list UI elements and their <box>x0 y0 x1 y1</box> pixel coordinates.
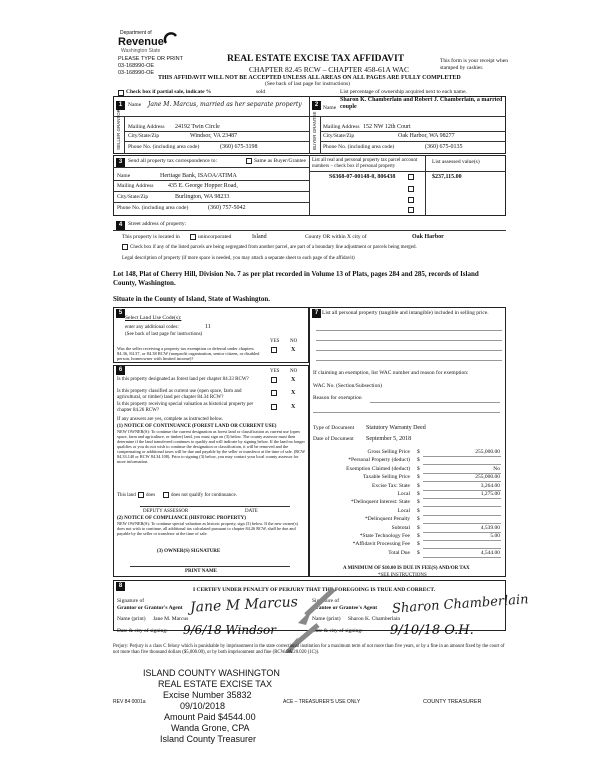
exemption-no-mark: X <box>291 347 296 353</box>
section-2-badge: 2 <box>312 101 321 110</box>
form-code-1: 03-168990-OE <box>118 63 155 69</box>
tax-row-underline <box>423 532 501 533</box>
tax-row-dollar: $ <box>417 507 420 514</box>
section-6-badge: 6 <box>116 366 125 375</box>
seller-mailing: 24192 Twin Circle <box>175 124 220 130</box>
corr-name-label: Name <box>117 173 131 179</box>
seller-name-print-label: Name (print) <box>117 616 146 622</box>
section-5-badge: 5 <box>116 309 125 318</box>
doc-type: Statutory Warranty Deed <box>366 425 426 431</box>
deputy-date-label: DATE <box>245 509 258 514</box>
tax-row-dollar: $ <box>417 533 420 539</box>
unincorporated-label: unincorporated <box>198 234 232 240</box>
forest-q1-no-mark: X <box>291 377 296 383</box>
form-title: REAL ESTATE EXCISE TAX AFFIDAVIT <box>227 54 405 64</box>
located-in-label: This property is located in <box>122 234 180 240</box>
tax-row-dollar: $ <box>417 457 420 464</box>
sold-label: sold <box>256 89 266 95</box>
segregated-label: Check box if any of the listed parcels are being segregated from another parcel, are part of a boundary line adjustment or parcels being merged. <box>130 245 417 250</box>
notice-1-title: (1) NOTICE OF CONTINUANCE (FOREST LAND OR CURRENT USE) <box>117 424 277 429</box>
seller-phone-label: Phone No. (including area code) <box>128 144 200 150</box>
see-instructions-note: *SEE INSTRUCTIONS <box>378 573 427 578</box>
tax-row-label: *Personal Property (deduct) <box>348 457 410 464</box>
tax-row-label: Gross Selling Price <box>367 449 410 455</box>
tax-row-dollar: $ <box>417 449 420 455</box>
notice-1-text: NEW OWNER(S): To continue the current designation as forest land or classification as current use (open space, farm and agriculture, or timber) land, you must sign on (3) below. The county assessor must then determine if the land transferred continues to qualify and will indicate by signing below. If the land no longer qualifies or you do not wish to continue the designation or classification, it will be removed and the compensating or additional taxes will be due and payable by the seller or transferor at the time of sale. (RCW 84.33.140 or RCW 84.34.108). Prior to signing (3) below, you may contact your local county assessor for more information. <box>117 429 305 464</box>
buyer-mailing-label: Mailing Address <box>323 124 360 130</box>
buyer-city-label: City/State/Zip <box>323 133 355 139</box>
does-not-label: does not qualify for continuance. <box>171 493 237 498</box>
tax-row-dollar: $ <box>417 482 420 489</box>
tax-row-value: 3,264.00 <box>480 482 500 489</box>
stamp-line-6: Wanda Grone, CPA <box>171 723 250 733</box>
tax-row-label: *Delinquent Interest: State <box>351 499 410 506</box>
buyer-name-print: Sharon K. Chamberlain <box>348 616 401 622</box>
seller-date-city: 9/6/18 Windsor <box>183 623 276 637</box>
tax-row-underline <box>423 557 501 558</box>
tax-row-dollar: $ <box>417 474 420 481</box>
tax-row-label: *Delinquent Penalty <box>364 516 410 523</box>
perjury-statement: Perjury: Perjury is a class C felony which is punishable by imprisonment in the state correctional institution for a maximum term of not more than five years, or by a fine in an amount fixed by the court of not more than five thousand dollars ($5,000.00), or by both imprisonment and fine (RCW 9A.20.020 (1C)). <box>113 644 505 655</box>
forest-q2-no-mark: X <box>291 390 296 396</box>
partial-sale-label: Check box if partial sale, indicate % <box>126 89 212 95</box>
receipt-note: This form is your receipt when stamped by cashier. <box>440 58 508 71</box>
exemption-question: Was the seller receiving a property tax exemption or deferral under chapters 84.36, 84.37, or 84.38 RCW (nonprofit organization, senior citizen, or disabled person, homeowner with limited income)? <box>117 346 260 362</box>
this-land-label: This land <box>117 493 136 498</box>
tax-row-label: Exemption Claimed (deduct) <box>346 465 410 472</box>
forest-q2-yes-checkbox[interactable] <box>271 390 277 396</box>
corr-city: Burlington, WA 98233 <box>175 194 230 200</box>
does-label: does <box>146 493 156 498</box>
parcel-number: S6368-07-00148-0, 806438 <box>329 174 396 180</box>
doc-date: September 5, 2018 <box>366 436 412 442</box>
land-use-yes-header: YES <box>270 339 280 344</box>
buyer-mailing: 152 NW 12th Court <box>363 124 411 130</box>
minimum-fee-note: A MINIMUM OF $10.00 IS DUE IN FEE(S) AND/OR TAX <box>343 566 470 571</box>
additional-codes-label: enter any additional codes: <box>125 325 179 330</box>
parcels-header-1: List all real and personal property tax parcel account <box>312 158 418 163</box>
wac-label: WAC No. (Section/Subsection) <box>313 383 382 389</box>
tax-row-value: 255,000.00 <box>475 474 500 481</box>
county-city-label: County OR within X city of <box>305 234 367 240</box>
stamp-line-5: Amount Paid $4544.00 <box>164 712 256 722</box>
personal-property-label: List all personal property (tangible and intangible) included in selling price. <box>322 310 489 316</box>
tax-row-dollar: $ <box>417 516 420 523</box>
land-use-label: Select Land Use Code(s): <box>125 315 182 321</box>
seller-name-label: Name <box>128 102 142 108</box>
tax-row-label: Local <box>397 507 410 514</box>
doc-date-label: Date of Document <box>313 436 354 442</box>
notice-2-text: NEW OWNER(S): To continue special valuation as historic property, sign (3) below. If the new owner(s) does not wish to continue, all additional tax calculated pursuant to chapter 84.26 RCW, shall be due and payable by the seller or transferor at the time of sale. <box>117 521 298 536</box>
tax-row-value: 4,539.00 <box>480 524 500 531</box>
section-7-badge: 7 <box>312 309 321 318</box>
forest-yes-header: YES <box>270 369 280 374</box>
seller-city-label: City/State/Zip <box>128 133 160 139</box>
legal-description: Lot 148, Plat of Cherry Hill, Division No. 7 as per plat recorded in Volume 13 of Plats, pages 284 and 285, records of Island County, Washington. <box>113 270 479 288</box>
stamp-line-2: REAL ESTATE EXCISE TAX <box>158 679 273 689</box>
buyer-name: Sharon K. Chamberlain and Robert J. Chamberlain, a married couple <box>340 97 503 111</box>
treasurer-use-label: ACE – TREASURER'S USE ONLY <box>283 699 361 705</box>
parcel-personal-checkbox-1[interactable] <box>408 174 414 180</box>
section-3-badge: 3 <box>116 158 125 167</box>
seller-mailing-label: Mailing Address <box>128 124 165 130</box>
tax-row-underline <box>423 540 501 541</box>
stamp-line-4: 09/10/2018 <box>180 701 226 711</box>
certify-statement: I CERTIFY UNDER PENALTY OF PERJURY THAT THE FOREGOING IS TRUE AND CORRECT. <box>193 587 436 593</box>
stamp-line-7: Island County Treasurer <box>160 734 257 744</box>
segregated-checkbox[interactable] <box>122 244 128 250</box>
buyer-name-label: Name <box>323 105 337 111</box>
instructions-note: (See back of last page for instructions) <box>265 81 350 87</box>
ownership-pct-note: List percentage of ownership acquired next to each name. <box>340 89 467 95</box>
stamp-line-3: Excise Number 35832 <box>163 690 252 700</box>
deputy-assessor-label: DEPUTY ASSESSOR <box>143 509 189 514</box>
seller-phone: (360) 675-3198 <box>220 144 258 150</box>
seller-sig-label-2: Grantor or Grantor's Agent <box>117 605 183 611</box>
buyer-phone-label: Phone No. (including area code) <box>323 144 395 150</box>
land-qualifies-checkbox[interactable] <box>138 492 144 498</box>
forest-question-1: Is this property designated as forest land per chapter 84.33 RCW? <box>117 377 249 382</box>
department-label: Department of <box>120 30 152 36</box>
unincorporated-checkbox[interactable] <box>190 234 196 240</box>
buyer-sig-label-2: Grantee or Grantee's Agent <box>312 605 378 611</box>
tax-row-value: 5.00 <box>490 533 500 539</box>
notice-2-title: (2) NOTICE OF COMPLIANCE (HISTORIC PROPERTY) <box>117 516 246 521</box>
legal-description-label: Legal description of property (if more space is needed, you may attach a separate sheet to each page of the affidavit) <box>122 256 355 261</box>
print-note: PLEASE TYPE OR PRINT <box>118 56 184 62</box>
buyer-name-print-label: Name (print) <box>312 616 341 622</box>
seller-name-print: Jane M. Marcus <box>153 616 189 622</box>
print-name-label: PRINT NAME <box>185 569 217 574</box>
tax-row-dollar: $ <box>417 549 420 556</box>
corr-city-label: City/State/Zip <box>117 194 149 200</box>
owner-signature-label: (3) OWNER(S) SIGNATURE <box>157 549 221 554</box>
parcels-header-2: numbers – check box if personal property <box>312 164 396 169</box>
buyer-side-label: BUYER GRANTEE <box>312 111 317 150</box>
forest-q1-yes-checkbox[interactable] <box>271 377 277 383</box>
county-treasurer-label: COUNTY TREASURER <box>423 699 482 705</box>
forest-q3-yes-checkbox[interactable] <box>271 404 277 410</box>
county-name: Island <box>252 234 267 240</box>
stamp-line-1: ISLAND COUNTY WASHINGTON <box>143 668 280 678</box>
state-label: Washington State <box>121 48 161 54</box>
parcel-personal-checkbox-4[interactable] <box>408 207 414 213</box>
tax-row-dollar: $ <box>417 491 420 497</box>
reason-label: Reason for exemption <box>313 395 362 401</box>
same-as-buyer-label: Same as Buyer/Grantee <box>254 158 306 164</box>
tax-row-label: Total Due <box>388 549 410 556</box>
corr-name: Heritage Bank, ISAOA/ATIMA <box>160 173 237 179</box>
forest-q3-no-mark: X <box>291 404 296 410</box>
tax-row-label: Excise Tax: State <box>371 482 410 489</box>
seller-side-label: SELLER GRANTOR <box>116 109 121 150</box>
tax-row-dollar: $ <box>417 524 420 531</box>
agency-logo-text: Revenue <box>118 36 164 48</box>
parcel-personal-checkbox-2[interactable] <box>408 186 414 192</box>
same-as-buyer-checkbox[interactable] <box>246 158 252 164</box>
tax-row-value: 255,000.00 <box>475 449 500 455</box>
doc-type-label: Type of Document <box>313 425 355 431</box>
revenue-logo-icon <box>163 30 179 46</box>
corr-mailing: 435 E. George Hopper Road, <box>168 183 238 189</box>
land-use-see-back: (See back of last page for instructions) <box>125 332 203 337</box>
situate-text: Situate in the County of Island, State of Washington. <box>113 295 271 303</box>
corr-mailing-label: Mailing Address <box>117 183 154 189</box>
tax-row-underline <box>423 456 501 457</box>
seller-sig-label-1: Signature of <box>117 598 145 604</box>
seller-city: Windsor, VA 23487 <box>190 133 238 139</box>
forest-question-2: Is this property classified as current use (open space, farm and agricultural, or timber) land per chapter 84.34 RCW? <box>117 389 242 400</box>
warning-text: THIS AFFIDAVIT WILL NOT BE ACCEPTED UNLESS ALL AREAS ON ALL PAGES ARE FULLY COMPLETED <box>158 75 461 81</box>
land-not-qualifies-checkbox[interactable] <box>163 492 169 498</box>
tax-row-dollar: $ <box>417 499 420 506</box>
correspondence-label: Send all property tax correspondence to: <box>128 158 218 164</box>
buyer-date-city: 9/10/18 O.H. <box>390 623 474 638</box>
parcel-personal-checkbox-3[interactable] <box>408 197 414 203</box>
section-1-badge: 1 <box>116 101 125 110</box>
tax-row-label: *Affidavit Processing Fee <box>352 541 410 548</box>
seller-name: Jane M. Marcus, married as her separate property <box>148 101 302 108</box>
tax-row-label: Subtotal <box>391 524 410 531</box>
tax-row-label: Local <box>397 491 410 497</box>
corr-phone: (360) 757-5042 <box>208 205 246 211</box>
street-address-label: Street address of property: <box>128 221 187 227</box>
buyer-sig-label-1: Signature of <box>312 598 340 604</box>
forest-if-yes: If any answers are yes, complete as instructed below. <box>117 417 224 422</box>
tax-row-underline <box>423 464 501 465</box>
assessed-value-header: List assessed value(s) <box>432 159 480 165</box>
tax-row-dollar: $ <box>417 541 420 548</box>
seller-date-label: Date & city of signing: <box>117 628 168 634</box>
tax-row-label: *State Technology Fee <box>359 533 410 539</box>
tax-row-value: No <box>493 465 500 472</box>
section-8-badge: 8 <box>116 582 125 591</box>
corr-phone-label: Phone No. (including area code) <box>117 205 189 211</box>
rev-code: REV 84 0001a <box>113 699 146 705</box>
city-name: Oak Harbor <box>412 234 444 240</box>
form-subtitle: CHAPTER 82.45 RCW – CHAPTER 458-61A WAC <box>249 65 409 74</box>
section-4-badge: 4 <box>116 221 125 230</box>
tax-row-value: 1,275.00 <box>480 491 500 497</box>
tax-row-dollar: $ <box>417 465 420 472</box>
additional-code: 11 <box>205 324 211 330</box>
forest-no-header: NO <box>290 369 298 374</box>
tax-row-label: Taxable Selling Price <box>363 474 410 481</box>
buyer-signature: Sharon Chamberlain <box>391 592 529 617</box>
assessed-value: $237,115.00 <box>432 174 462 180</box>
tax-row-underline <box>423 515 501 516</box>
exemption-claim-label: If claiming an exemption, list WAC number and reason for exemption: <box>313 370 469 376</box>
land-use-no-header: NO <box>290 339 298 344</box>
tax-row-underline <box>423 506 501 507</box>
exemption-yes-checkbox[interactable] <box>271 347 277 353</box>
tax-row-underline <box>423 498 501 499</box>
seller-signature: Jane M Marcus <box>189 594 299 616</box>
form-code-2: 03-168990-OE <box>118 70 155 76</box>
tax-row-value: 4,544.00 <box>480 549 500 556</box>
forest-question-3: Is this property receiving special valuation as historical property per chapter 84.26 RCW? <box>117 402 254 413</box>
buyer-city: Oak Harbor, WA 98277 <box>398 133 455 139</box>
buyer-date-label: Date & city of signing: <box>312 628 363 634</box>
buyer-phone: (360) 675-0135 <box>425 144 463 150</box>
